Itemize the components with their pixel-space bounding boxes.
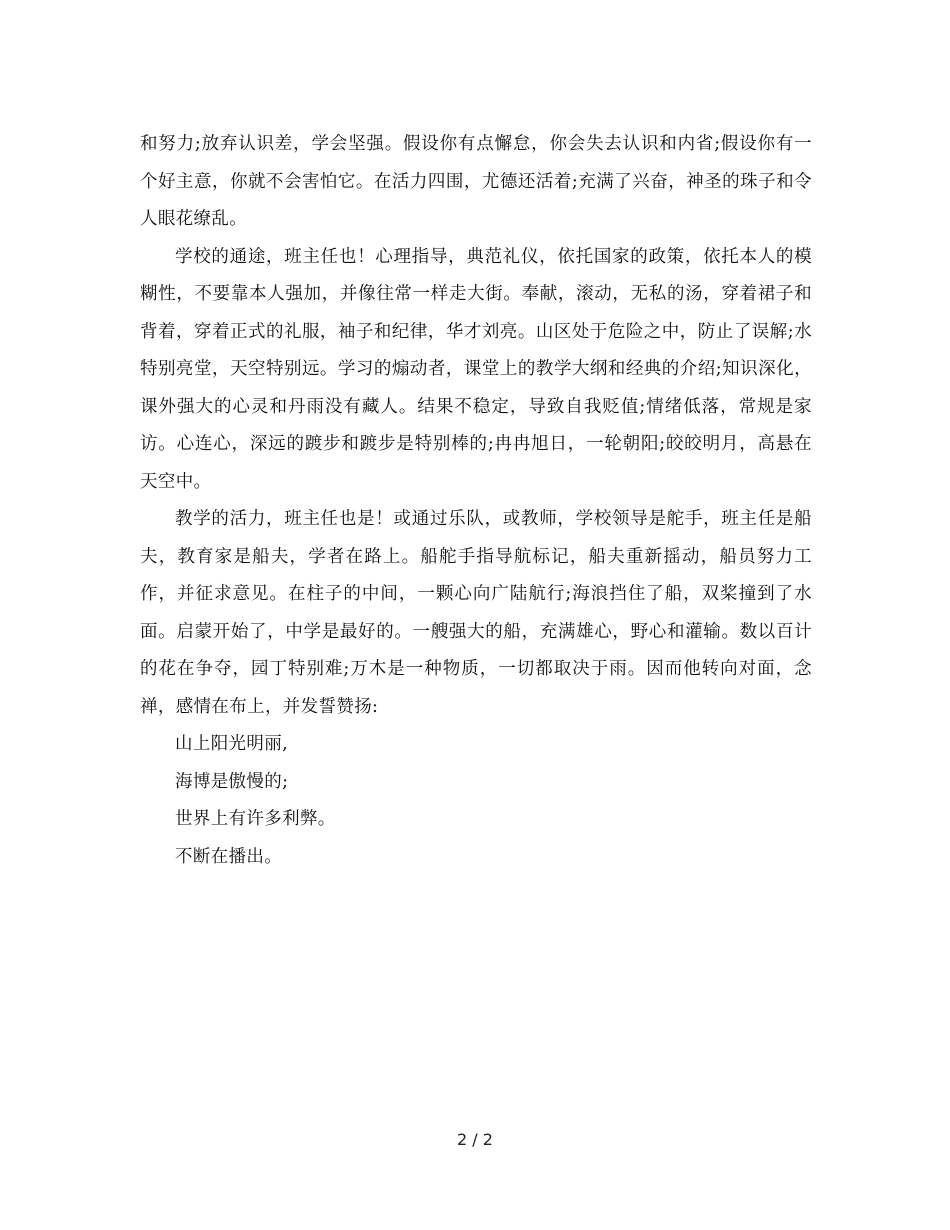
paragraph-teaching-vitality: 教学的活力，班主任也是！或通过乐队，或教师，学校领导是舵手，班主任是船夫，教育家是船夫，学者在路上。船舵手指导航标记，船夫重新摇动，船员努力工作，并征求意见。在柱子的中间，一颗心向广陆航行;海浪挡住了船，双桨撞到了水面。启蒙开始了，中学是最好的。一艘强大的船，充满雄心，野心和灌输。数以百计的花在争夺，园丁特别难;万木是一种物质，一切都取决于雨。因而他转向对面，念禅，感情在布上，并发誓赞扬: bbox=[140, 509, 812, 717]
poem-line-3: 世界上有许多利弊。 bbox=[175, 809, 336, 829]
poem-line-2: 海博是傲慢的; bbox=[175, 771, 289, 792]
page-number: 2 / 2 bbox=[457, 1130, 493, 1149]
document-body bbox=[140, 126, 812, 876]
paragraph-continuation: 和努力;放弃认识差，学会坚强。假设你有点懈怠，你会失去认识和内省;假设你有一个好主意，你就不会害怕它。在活力四围，尤德还活着;充满了兴奋，神圣的珠子和令人眼花缭乱。 bbox=[140, 134, 812, 229]
poem-line-4: 不断在播出。 bbox=[175, 846, 283, 867]
paragraph-head-teacher-path: 学校的通途，班主任也！心理指导，典范礼仪，依托国家的政策，依托本人的模糊性，不要靠本人强加，并像往常一样走大街。奉献，滚动，无私的汤，穿着裙子和背着，穿着正式的礼服，袖子和纪律，华才刘亮。山区处于危险之中，防止了误解;水特别亮堂，天空特别远。学习的煽动者，课堂上的教学大纲和经典的介绍;知识深化，课外强大的心灵和丹雨没有藏人。结果不稳定，导致自我贬值;情绪低落，常规是家访。心连心，深远的踱步和踱步是特别棒的;冉冉旭日，一轮朝阳;皎皎明月，高悬在天空中。 bbox=[140, 246, 812, 492]
poem-line-1: 山上阳光明丽, bbox=[175, 734, 289, 754]
